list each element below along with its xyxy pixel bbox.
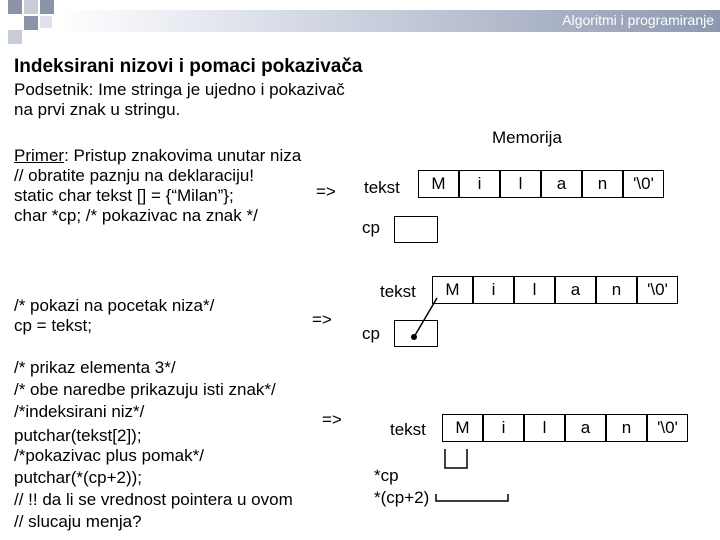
memory-cell: l	[514, 276, 555, 304]
example-line-3: char *cp; /* pokazivac na znak */	[14, 206, 258, 225]
block3-line-4: putchar(tekst[2]);	[14, 426, 142, 445]
star-cp-label: *cp	[374, 466, 399, 485]
block3-line-7: // !! da li se vrednost pointera u ovom	[14, 490, 293, 509]
tekst-label-3: tekst	[390, 420, 426, 439]
memory-cell: a	[565, 414, 606, 442]
cp-label-2: cp	[362, 324, 380, 343]
block3-line-1: /* prikaz elementa 3*/	[14, 358, 176, 377]
example-line-1: // obratite paznju na deklaraciju!	[14, 166, 255, 185]
tekst-label-2: tekst	[380, 282, 416, 301]
block3-line-2: /* obe naredbe prikazuju isti znak*/	[14, 380, 276, 399]
slide-title: Indeksirani nizovi i pomaci pokazivača	[14, 56, 363, 77]
memory-cell: n	[582, 170, 623, 198]
block3-line-3: /*indeksirani niz*/	[14, 402, 145, 421]
tekst-label-1: tekst	[364, 178, 400, 197]
memory-cell: n	[606, 414, 647, 442]
memory-cell: '\0'	[647, 414, 688, 442]
cp-label-1: cp	[362, 218, 380, 237]
memory-cell: a	[555, 276, 596, 304]
memory-cell: i	[473, 276, 514, 304]
primer-rest: : Pristup znakovima unutar niza	[64, 146, 302, 165]
memory-cell: M	[442, 414, 483, 442]
example-line-2: static char tekst [] = {“Milan”};	[14, 186, 234, 205]
star-cp2-label: *(cp+2)	[374, 488, 430, 507]
subtitle-line-2: na prvi znak u stringu.	[14, 100, 181, 119]
memory-cell: M	[418, 170, 459, 198]
arrow-3: =>	[322, 410, 342, 429]
memory-cell: '\0'	[637, 276, 678, 304]
arrow-1: =>	[316, 182, 336, 201]
block3-line-6: putchar(*(cp+2));	[14, 468, 143, 487]
memory-cell: i	[483, 414, 524, 442]
memory-cell: i	[459, 170, 500, 198]
memorija-label: Memorija	[492, 128, 562, 147]
subtitle-line-1: Podsetnik: Ime stringa je ujedno i pokazivač	[14, 80, 345, 99]
memory-cell: l	[500, 170, 541, 198]
memory-cell: n	[596, 276, 637, 304]
arrow-2: =>	[312, 310, 332, 329]
course-title: Algoritmi i programiranje	[562, 12, 714, 28]
block3-line-8: // slucaju menja?	[14, 512, 142, 531]
block3-line-5: /*pokazivac plus pomak*/	[14, 446, 204, 465]
memory-cell: l	[524, 414, 565, 442]
memory-cell: '\0'	[623, 170, 664, 198]
block2-line-2: cp = tekst;	[14, 316, 92, 335]
primer-word: Primer	[14, 146, 65, 165]
memory-cell: a	[541, 170, 582, 198]
block2-line-1: /* pokazi na pocetak niza*/	[14, 296, 215, 315]
memory-cell: M	[432, 276, 473, 304]
